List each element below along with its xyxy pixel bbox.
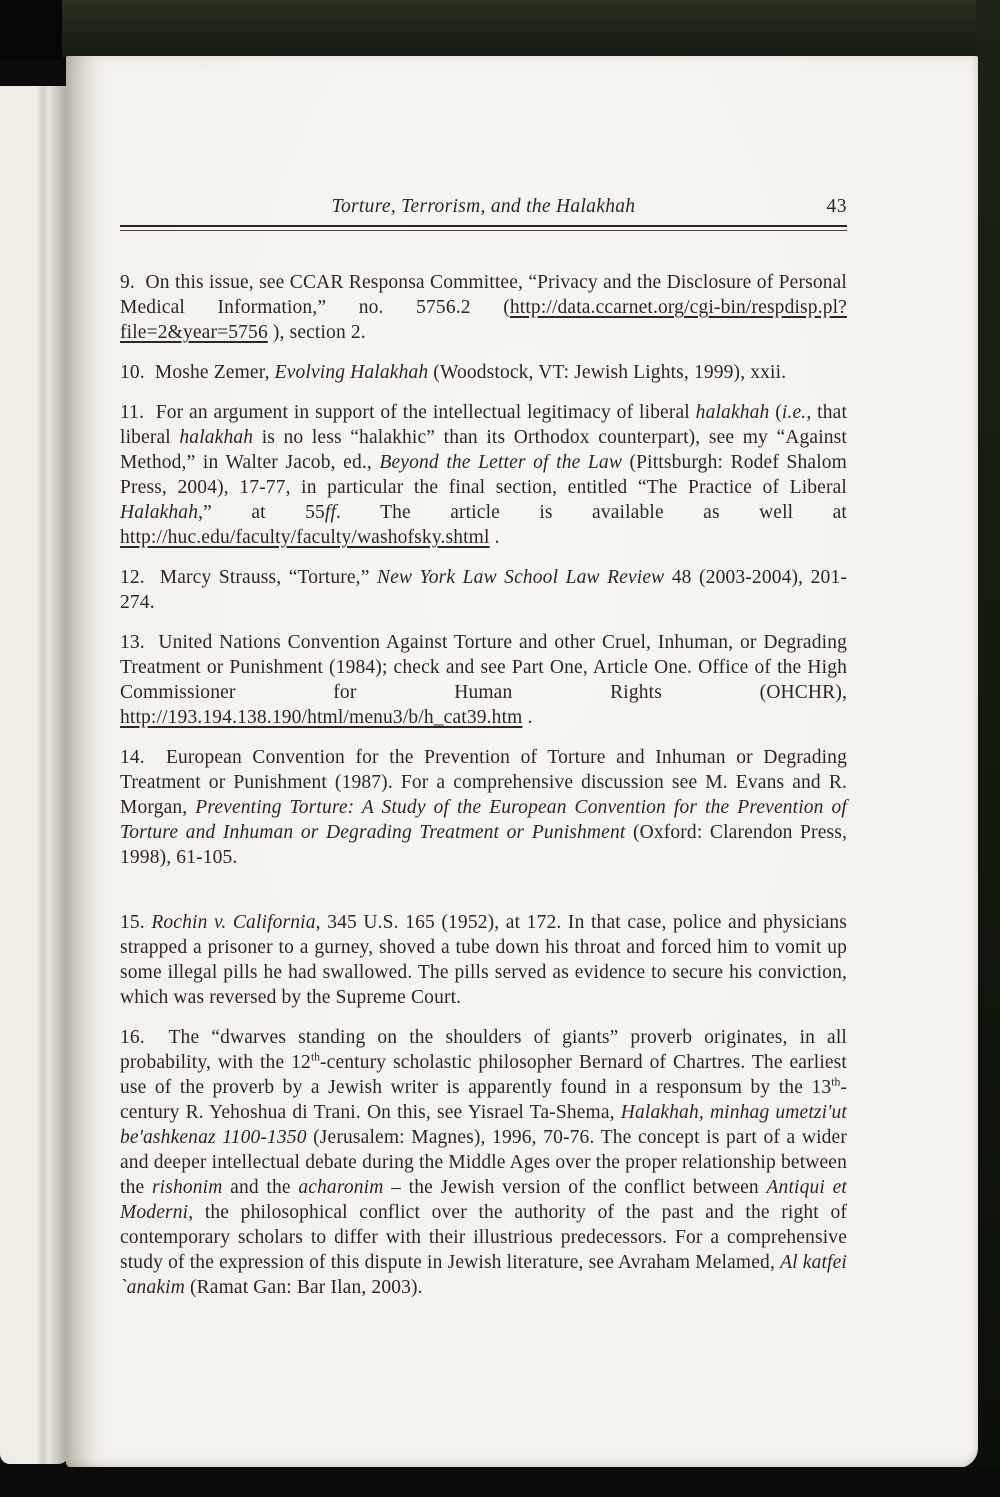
text-segment: 11. For an argument in support of the intellectual legitimacy of liberal: [120, 402, 696, 423]
text-segment: Beyond the Letter of the Law: [379, 452, 622, 473]
text-segment: halakhah: [695, 402, 770, 423]
text-segment: Halakhah, minhag umetzi'ut be'ashkenaz 1100-1350: [120, 1102, 848, 1148]
text-segment: 12. Marcy Strauss, “Torture,”: [120, 567, 377, 588]
text-segment: New York Law School Law Review: [376, 567, 665, 588]
text-segment: 14. European Convention for the Prevention of Torture and Inhuman or Degrading Treatment or Punishment (1987). For a comprehensive discussion see M. Evans and R. Morgan,: [120, 747, 847, 818]
text-segment: – the Jewish version of the conflict between: [383, 1177, 767, 1198]
text-segment: (Pittsburgh: Rodef Shalom Press, 2004), 17-77, in particular the final section, entitled “The Practice of Liberal: [120, 452, 847, 498]
text-segment: 16. The “dwarves standing on the shoulders of giants” proverb originates, in all probability, with the 12: [120, 1027, 847, 1073]
text-segment: ff: [324, 502, 337, 523]
text-segment: i.e.: [781, 402, 807, 423]
text-segment: -century R. Yehoshua di Trani. On this, see Yisrael Ta-Shema,: [120, 1077, 847, 1123]
text-segment: (Ramat Gan: Bar Ilan, 2003).: [184, 1277, 423, 1298]
text-segment: (Oxford: Clarendon Press, 1998), 61-105.: [120, 822, 848, 868]
header-page-number: 43: [826, 196, 847, 217]
notes-list: [120, 270, 847, 1300]
book-cover-top-band: [0, 0, 1000, 57]
text-segment: acharonim: [298, 1177, 384, 1198]
footnote-14: [120, 745, 847, 870]
footnote-12: [120, 565, 847, 615]
underlying-pages-edge: [0, 86, 70, 1464]
text-segment: ,” at 55: [198, 502, 325, 523]
text-segment: , that liberal: [120, 402, 848, 448]
text-segment: ), section 2.: [267, 322, 366, 343]
text-segment: Al katfei `anakim: [120, 1252, 847, 1298]
text-segment: , 345 U.S. 165 (1952), at 172. In that case, police and physicians strapped a prisoner to a gurney, shoved a tube down his throat and forced him to vomit up some illegal pills he had swallowed. The pills served as evidence to secure his conviction, which was reversed by the Supreme Court.: [120, 912, 847, 1008]
text-segment: Evolving Halakhah: [274, 362, 429, 383]
header-title: Torture, Terrorism, and the Halakhah: [331, 196, 636, 217]
text-segment: .: [522, 707, 533, 728]
text-segment: 9. On this issue, see CCAR Responsa Committee, “Privacy and the Disclosure of Personal Medical Information,” no. 5756.2 (: [120, 272, 847, 318]
text-segment: (Jerusalem: Magnes), 1996, 70-76. The concept is part of a wider and deeper intellectual debate during the Middle Ages over the proper relationship between the: [120, 1127, 847, 1198]
footnote-15: [120, 910, 847, 1010]
url-text: http://huc.edu/faculty/faculty/washofsky.shtml: [120, 527, 490, 548]
text-segment: Preventing Torture: A Study of the European Convention for the Prevention of Torture and Inhuman or Degrading Treatment or Punishment: [120, 797, 847, 843]
text-segment: Rochin v. California: [151, 912, 316, 933]
running-header: [120, 195, 847, 219]
url-text: http://data.ccarnet.org/cgi-bin/respdisp.pl?file=2&year=5756: [120, 297, 847, 343]
footnote-9: [120, 270, 847, 345]
text-segment: (Woodstock, VT: Jewish Lights, 1999), xxii.: [428, 362, 787, 383]
text-segment: and the: [222, 1177, 299, 1198]
text-segment: .: [489, 527, 500, 548]
footnote-16: [120, 1025, 847, 1300]
book-cover-bottom-band: [0, 1467, 1000, 1497]
text-segment: is no less “halakhic” than its Orthodox counterpart), see my “Against Method,” in Walter Jacob, ed.,: [120, 427, 847, 473]
superscript-ordinal: th: [310, 1050, 321, 1064]
text-segment: , the philosophical conflict over the authority of the past and the right of contemporary scholars to differ with their illustrious predecessors. For a comprehensive study of the expression of this dispute in Jewish literature, see Avraham Melamed,: [120, 1202, 847, 1273]
text-segment: 48 (2003-2004), 201-274.: [120, 567, 848, 613]
text-segment: Halakhah: [120, 502, 199, 523]
text-segment: halakhah: [179, 427, 254, 448]
text-segment: 15.: [120, 912, 152, 933]
footnote-13: [120, 630, 847, 730]
book-cover-right-band: [976, 0, 1000, 1497]
header-double-rule: [120, 225, 847, 231]
superscript-ordinal: th: [831, 1075, 841, 1089]
text-segment: 10. Moshe Zemer,: [120, 362, 275, 383]
page-content: [120, 56, 847, 1315]
footnote-10: [120, 360, 847, 385]
text-segment: (: [769, 402, 782, 423]
text-segment: rishonim: [151, 1177, 223, 1198]
scanned-page: [66, 56, 978, 1468]
footnote-11: [120, 400, 847, 550]
text-segment: Antiqui et Moderni: [120, 1177, 847, 1223]
text-segment: 13. United Nations Convention Against Torture and other Cruel, Inhuman, or Degrading Treatment or Punishment (1984); check and see Part One, Article One. Office of the High Commissioner for Human Rights (OHCHR),: [120, 632, 847, 703]
url-text: http://193.194.138.190/html/menu3/b/h_cat39.htm: [120, 707, 523, 728]
top-left-dark-corner: [0, 0, 62, 60]
text-segment: . The article is available as well at: [336, 502, 847, 523]
text-segment: -century scholastic philosopher Bernard of Chartres. The earliest use of the proverb by a Jewish writer is apparently found in a responsum by the 13: [120, 1052, 847, 1098]
